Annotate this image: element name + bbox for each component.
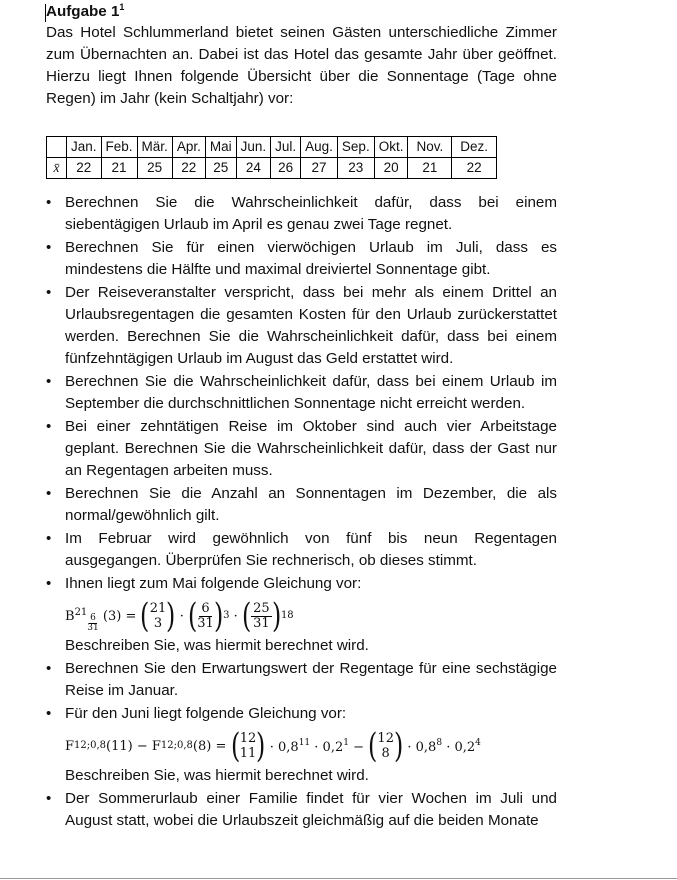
- term2-exp: 8: [436, 737, 443, 748]
- month-header: Sep.: [337, 137, 374, 158]
- binom1-bottom: 11: [239, 746, 257, 761]
- term1b: · 0,2: [314, 739, 344, 755]
- month-header: Jun.: [236, 137, 271, 158]
- binom1-top: 12: [239, 731, 257, 746]
- page-bottom-border: [0, 878, 677, 879]
- cumulative-formula-jun: [65, 726, 557, 766]
- term1-exp: 11: [298, 737, 311, 748]
- formula-arg1: (11) −: [106, 738, 148, 754]
- binomial-coefficient-2: ( 12 8 ): [368, 726, 404, 766]
- formula-minus: −: [353, 739, 365, 755]
- binomial-coefficient: ( 21 3 ): [140, 596, 176, 636]
- month-header: Mär.: [137, 137, 172, 158]
- formula-p-num: 6: [90, 612, 96, 623]
- month-header: Mai: [205, 137, 236, 158]
- binom-top: 21: [149, 601, 167, 616]
- frac1-num: 6: [201, 600, 210, 616]
- formula-F2: F: [151, 738, 161, 754]
- formula-p-den: 31: [87, 622, 99, 633]
- formula-dot: ·: [233, 608, 238, 624]
- task-jun-after: Beschreiben Sie, was hiermit berechnet wird.: [65, 767, 369, 784]
- task-item: • Berechnen Sie den Erwartungswert der Regentage für eine sechstägige Reise im Januar.: [46, 658, 557, 702]
- month-header: Feb.: [101, 137, 137, 158]
- title-text: Aufgabe 1: [46, 3, 120, 20]
- task-list: [46, 192, 557, 832]
- frac1-exp: 3: [223, 610, 230, 621]
- formula-p: [87, 614, 98, 633]
- value-cell: 25: [137, 158, 172, 179]
- task-item-jun: [46, 703, 557, 787]
- value-cell: 24: [236, 158, 271, 179]
- formula-dot: ·: [179, 608, 184, 624]
- table-header-row: [47, 137, 497, 158]
- month-header: Dez.: [452, 137, 497, 158]
- binom-bottom: 3: [153, 616, 163, 631]
- task-mai-intro: Ihnen liegt zum Mai folgende Gleichung vor:: [65, 575, 362, 592]
- value-cell: 27: [301, 158, 338, 179]
- table-corner-cell: [47, 137, 67, 158]
- value-cell: 23: [337, 158, 374, 179]
- task-item: • Bei einer zehntätigen Reise im Oktober sind auch vier Arbeitstage geplant. Berechnen Sie die Wahrscheinlichkeit dafür, dass der Gast nur an Regentagen arbeiten muss.: [46, 416, 557, 482]
- text-cursor: [45, 4, 46, 22]
- term1b-exp: 1: [343, 737, 349, 748]
- frac2-den: 31: [253, 615, 270, 631]
- task-item: • Berechnen Sie die Wahrscheinlichkeit dafür, dass bei einem Urlaub im September die durchschnittlichen Sonnentage nicht erreicht werden.: [46, 371, 557, 415]
- sunny-days-table: [46, 136, 497, 179]
- month-header: Apr.: [172, 137, 205, 158]
- task-item-mai: [46, 573, 557, 657]
- frac1-den: 31: [197, 615, 214, 631]
- binom2-bottom: 8: [381, 746, 390, 761]
- binomial-coefficient-1: ( 12 11 ): [230, 726, 266, 766]
- intro-paragraph: Das Hotel Schlummerland bietet seinen Gästen unterschiedliche Zimmer zum Übernachten an. Dabei ist das Hotel das gesamte Jahr über geöffnet. Hierzu liegt Ihnen folgende Übersicht über die Sonnentage (Tage ohne Regen) im Jahr (kein Schaltjahr) vor:: [46, 24, 557, 107]
- task-item: • Der Reiseveranstalter verspricht, dass bei mehr als einem Drittel an Urlaubsregentagen die gesamten Kosten für den Urlaub zurückerstattet werden. Berechnen Sie die Wahrscheinlichkeit dafür, dass bei einem fünfzehntägigen Urlaub im August das Geld erstattet wird.: [46, 282, 557, 370]
- page-title: [46, 2, 557, 22]
- task-mai-after: Beschreiben Sie, was hiermit berechnet wird.: [65, 637, 369, 654]
- formula-arg: (3) =: [102, 608, 137, 624]
- task-item: • Berechnen Sie die Wahrscheinlichkeit dafür, dass bei einem siebentägigen Urlaub im April es genau zwei Tage regnet.: [46, 192, 557, 236]
- month-header: Jul.: [271, 137, 301, 158]
- formula-F1: F: [65, 738, 75, 754]
- formula-F1-sub: 12;0,8: [74, 740, 107, 751]
- binom2-top: 12: [377, 731, 394, 746]
- value-cell: 25: [205, 158, 236, 179]
- month-header: Aug.: [301, 137, 338, 158]
- fraction-power-1: ( $\frac{6}{31}$ ) 3: [187, 596, 230, 636]
- fraction-power-2: ( $\frac{25}{31}$ ) 18: [241, 596, 294, 636]
- task-item: • Berechnen Sie die Anzahl an Sonnentagen im Dezember, die als normal/gewöhnlich gilt.: [46, 483, 557, 527]
- formula-n: 21: [74, 606, 88, 618]
- table-values-row: [47, 158, 497, 179]
- formula-arg2: (8) =: [192, 738, 227, 754]
- task-jun-intro: Für den Juni liegt folgende Gleichung vor:: [65, 705, 347, 722]
- binomial-formula-mai: [65, 596, 557, 636]
- month-header: Jan.: [67, 137, 102, 158]
- value-cell: 21: [101, 158, 137, 179]
- value-cell: 22: [67, 158, 102, 179]
- value-cell: 20: [374, 158, 408, 179]
- term2b-exp: 4: [475, 737, 481, 748]
- term1: · 0,8: [269, 739, 299, 755]
- formula-F2-sub: 12;0,8: [160, 740, 193, 751]
- month-header: Nov.: [408, 137, 452, 158]
- task-item: • Der Sommerurlaub einer Familie findet für vier Wochen im Juli und August statt, wobei die Urlaubszeit gleichmäßig auf die beiden Monate: [46, 788, 557, 832]
- term2: · 0,8: [407, 739, 437, 755]
- footnote-mark: 1: [119, 2, 125, 12]
- task-item: • Berechnen Sie für einen vierwöchigen Urlaub im Juli, dass es mindestens die Hälfte und maximal dreiviertel Sonnentage gibt.: [46, 237, 557, 281]
- frac2-num: 25: [253, 600, 270, 616]
- value-cell: 22: [452, 158, 497, 179]
- value-cell: 22: [172, 158, 205, 179]
- formula-B: B: [65, 608, 75, 624]
- value-cell: 26: [271, 158, 301, 179]
- frac2-exp: 18: [280, 610, 294, 621]
- value-cell: 21: [408, 158, 452, 179]
- month-header: Okt.: [374, 137, 408, 158]
- document-page: [46, 2, 557, 833]
- term2b: · 0,2: [446, 739, 476, 755]
- mean-symbol-cell: x̄: [47, 158, 67, 179]
- task-item: • Im Februar wird gewöhnlich von fünf bis neun Regentagen ausgegangen. Überprüfen Sie rechnerisch, ob dieses stimmt.: [46, 528, 557, 572]
